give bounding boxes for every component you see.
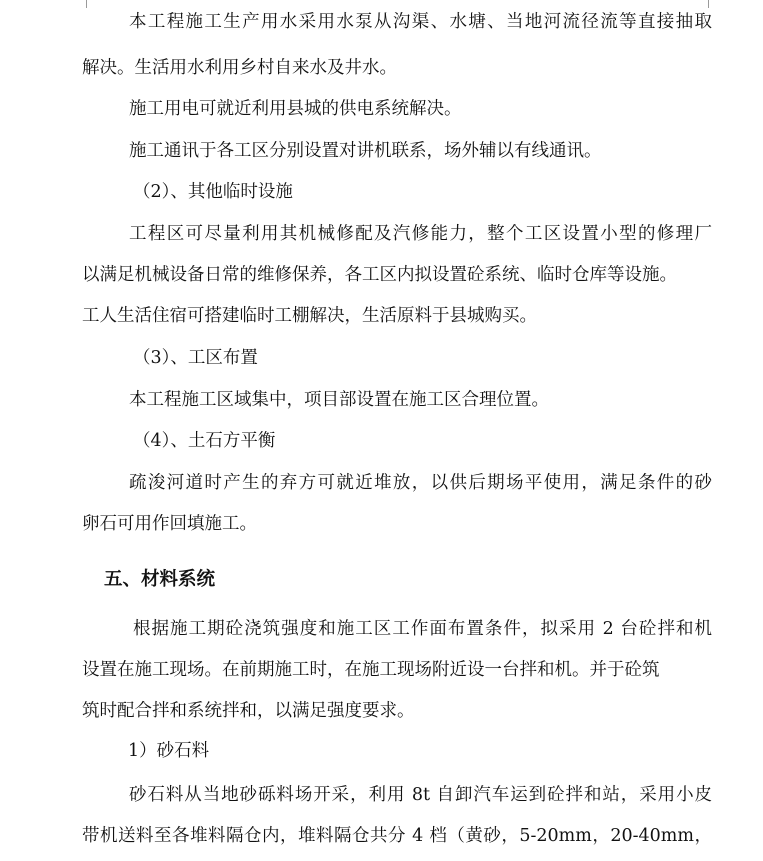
paragraph-water-supply-line-2: 解决。生活用水利用乡村自来水及井水。 (82, 58, 397, 78)
paragraph-water-supply-line-1: 本工程施工生产用水采用水泵从沟渠、水塘、当地河流径流等直接抽取 (129, 12, 712, 32)
paragraph-dredging-line-1: 疏浚河道时产生的弃方可就近堆放，以供后期场平使用，满足条件的砂 (129, 473, 712, 493)
paragraph-sand-gravel-line-2: 带机送料至各堆料隔仓内，堆料隔仓共分 4 档（黄砂，5-20mm，20-40mm， (82, 826, 712, 846)
paragraph-communication: 施工通讯于各工区分别设置对讲机联系，场外辅以有线通讯。 (129, 141, 602, 161)
paragraph-repair-line-3: 工人生活住宿可搭建临时工棚解决，生活原料于县城购买。 (82, 306, 537, 326)
paragraph-work-area: 本工程施工区域集中，项目部设置在施工区合理位置。 (129, 390, 549, 410)
subheading-sand-gravel: 1）砂石料 (128, 741, 210, 761)
subheading-other-facilities: （2）、其他临时设施 (133, 182, 293, 202)
paragraph-mixer-line-1: 根据施工期砼浇筑强度和施工区工作面布置条件，拟采用 2 台砼拌和机 (133, 619, 712, 639)
paragraph-power-supply: 施工用电可就近利用县城的供电系统解决。 (129, 99, 462, 119)
page-corner-mark-left (78, 0, 87, 8)
paragraph-repair-line-2: 以满足机械设备日常的维修保养，各工区内拟设置砼系统、临时仓库等设施。 (82, 265, 677, 285)
page-corner-mark-right (708, 0, 717, 8)
paragraph-repair-line-1: 工程区可尽量利用其机械修配及汽修能力，整个工区设置小型的修理厂 (129, 224, 712, 244)
paragraph-mixer-line-3: 筑时配合拌和系统拌和，以满足强度要求。 (82, 701, 415, 721)
paragraph-sand-gravel-line-1: 砂石料从当地砂砾料场开采，利用 8t 自卸汽车运到砼拌和站，采用小皮 (129, 785, 712, 805)
paragraph-mixer-line-2: 设置在施工现场。在前期施工时，在施工现场附近设一台拌和机。并于砼筑 (82, 660, 660, 680)
paragraph-dredging-line-2: 卵石可用作回填施工。 (82, 514, 257, 534)
subheading-work-area-layout: （3）、工区布置 (133, 348, 258, 368)
section-heading-material-system: 五、材料系统 (104, 569, 216, 590)
subheading-earthwork-balance: （4）、土石方平衡 (133, 431, 276, 451)
